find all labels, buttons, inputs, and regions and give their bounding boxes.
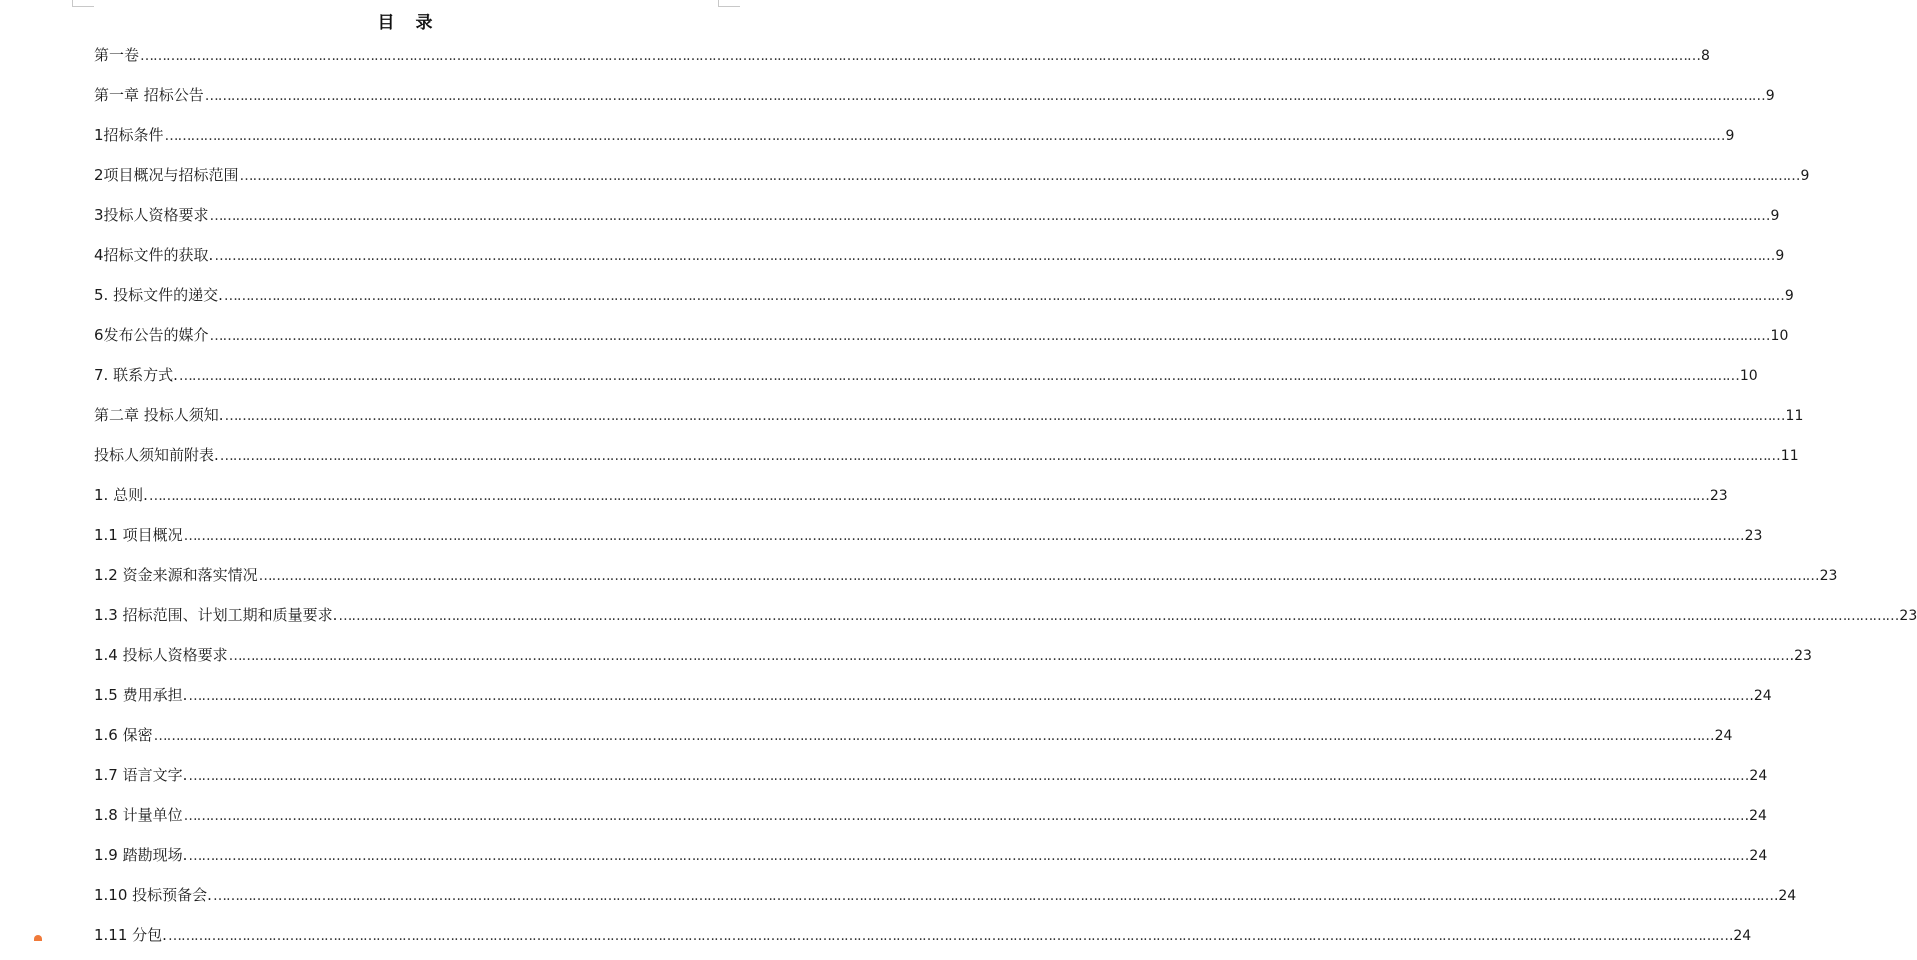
toc-page-number: 24 [1749, 848, 1768, 864]
toc-page-number: 23 [1709, 488, 1728, 504]
toc-entry-text: 1.8 计量单位 [94, 806, 183, 824]
toc-dot-leader: ……………………………………………………………………………………………………………………………………………………………………………………………………………………………………………………………………………………………………………………………… [224, 408, 1785, 424]
toc-page-number: 24 [1749, 768, 1768, 784]
toc-entry[interactable] [94, 160, 1810, 200]
toc-dot-leader: ……………………………………………………………………………………………………………………………………………………………………………………………………………………………………………………………………………………………………………………………… [214, 248, 1775, 264]
toc-entry[interactable] [94, 760, 1768, 800]
toc-entry-text: 第一卷 [94, 46, 140, 64]
toc-page-number: 11 [1785, 408, 1804, 424]
toc-entry-text: 投标人须知前附表. [94, 446, 219, 464]
document-page [94, 0, 1917, 944]
toc-dot-leader: ……………………………………………………………………………………………………………………………………………………………………………………………………………………………………………………………………………………………………………………………… [209, 208, 1770, 224]
toc-page-number: 10 [1770, 328, 1789, 344]
toc-dot-leader: ……………………………………………………………………………………………………………………………………………………………………………………………………………………………………………………………………………………………………………………………… [258, 568, 1819, 584]
toc-entry[interactable] [94, 120, 1735, 160]
toc-entry[interactable] [94, 880, 1797, 920]
toc-page-number: .24 [1728, 928, 1752, 944]
toc-entry[interactable] [94, 320, 1789, 360]
toc-page-number: 24 [1714, 728, 1733, 744]
toc-dot-leader: ……………………………………………………………………………………………………………………………………………………………………………………………………………………………………………………………………………………………………………………………… [140, 48, 1701, 64]
toc-page-number: .24 [1744, 808, 1767, 824]
toc-title: 目 录 [377, 13, 435, 33]
toc-entry-text: 1.7 语言文字. [94, 766, 188, 784]
toc-page-number: .23 [1789, 648, 1812, 664]
toc-entry[interactable] [94, 440, 1799, 480]
toc-entry[interactable] [94, 840, 1768, 880]
toc-page-number: 9 [1725, 128, 1735, 144]
toc-entry[interactable] [94, 80, 1775, 120]
toc-entry[interactable] [94, 680, 1772, 720]
toc-entry-text: 6发布公告的媒介 [94, 326, 209, 344]
toc-page-number: 23 [1899, 608, 1917, 624]
toc-page-number: .24 [1773, 888, 1797, 904]
toc-dot-leader: ……………………………………………………………………………………………………………………………………………………………………………………………………………………………………………………………………………………………………………………………… [178, 368, 1739, 384]
toc-entry-text: 1.1 项目概况 [94, 526, 183, 544]
toc-dot-leader: ……………………………………………………………………………………………………………………………………………………………………………………………………………………………………………………………………………………………………………………………… [219, 448, 1780, 464]
toc-entry[interactable] [94, 720, 1733, 760]
toc-dot-leader: ……………………………………………………………………………………………………………………………………………………………………………………………………………………………………………………………………………………………………………………………… [223, 288, 1784, 304]
toc-dot-leader: ……………………………………………………………………………………………………………………………………………………………………………………………………………………………………………………………………………………………………………………………… [338, 608, 1899, 624]
toc-dot-leader: ……………………………………………………………………………………………………………………………………………………………………………………………………………………………………………………………………………………………………………………………… [183, 808, 1744, 824]
toc-entry-text: 1.3 招标范围、计划工期和质量要求. [94, 606, 338, 624]
toc-page-number: 23 [1819, 568, 1838, 584]
toc-dot-leader: ……………………………………………………………………………………………………………………………………………………………………………………………………………………………………………………………………………………………………………………………… [209, 328, 1770, 344]
toc-dot-leader: ……………………………………………………………………………………………………………………………………………………………………………………………………………………………………………………………………………………………………………………………… [228, 648, 1789, 664]
toc-entry[interactable] [94, 520, 1763, 560]
toc-dot-leader: ……………………………………………………………………………………………………………………………………………………………………………………………………………………………………………………………………………………………………………………………… [148, 488, 1709, 504]
toc-page-number: 23 [1744, 528, 1763, 544]
toc-page-number: 11 [1780, 448, 1799, 464]
toc-page-number: 10 [1739, 368, 1758, 384]
toc-dot-leader: ……………………………………………………………………………………………………………………………………………………………………………………………………………………………………………………………………………………………………………………………… [183, 528, 1744, 544]
toc-list [94, 40, 1917, 960]
toc-page-number: .24 [1749, 688, 1772, 704]
toc-dot-leader: ……………………………………………………………………………………………………………………………………………………………………………………………………………………………………………………………………………………………………………………………… [167, 928, 1728, 944]
toc-dot-leader: ……………………………………………………………………………………………………………………………………………………………………………………………………………………………………………………………………………………………………………………………… [212, 888, 1773, 904]
toc-dot-leader: ……………………………………………………………………………………………………………………………………………………………………………………………………………………………………………………………………………………………………………………………… [153, 728, 1714, 744]
toc-page-number: 9 [1770, 208, 1780, 224]
toc-entry-text: 2项目概况与招标范围 [94, 166, 239, 184]
toc-entry[interactable] [94, 480, 1728, 520]
toc-entry-text: 4招标文件的获取. [94, 246, 214, 264]
toc-dot-leader: ……………………………………………………………………………………………………………………………………………………………………………………………………………………………………………………………………………………………………………………………… [188, 688, 1749, 704]
toc-entry[interactable] [94, 280, 1794, 320]
toc-entry-text: 1.11 分包. [94, 926, 167, 944]
toc-dot-leader: ……………………………………………………………………………………………………………………………………………………………………………………………………………………………………………………………………………………………………………………………… [239, 168, 1800, 184]
toc-entry-text: 5. 投标文件的递交. [94, 286, 223, 304]
toc-entry[interactable] [94, 200, 1780, 240]
toc-entry-text: 第一章 招标公告 [94, 86, 204, 104]
toc-entry-text: 1. 总则. [94, 486, 148, 504]
toc-entry-text: 1.2 资金来源和落实情况 [94, 566, 258, 584]
toc-dot-leader: ……………………………………………………………………………………………………………………………………………………………………………………………………………………………………………………………………………………………………………………………… [188, 768, 1749, 784]
toc-entry[interactable] [94, 560, 1838, 600]
toc-page-number: 8 [1701, 48, 1710, 64]
crop-mark-top-right-horizontal [718, 6, 740, 7]
toc-dot-leader: ……………………………………………………………………………………………………………………………………………………………………………………………………………………………………………………………………………………………………………………………… [204, 88, 1765, 104]
cursor-indicator [34, 935, 42, 941]
toc-page-number: 9 [1800, 168, 1810, 184]
toc-page-number: 9 [1765, 88, 1775, 104]
toc-entry-text: 7. 联系方式. [94, 366, 178, 384]
toc-entry-text: 3投标人资格要求 [94, 206, 209, 224]
toc-dot-leader: ……………………………………………………………………………………………………………………………………………………………………………………………………………………………………………………………………………………………………………………………… [188, 848, 1749, 864]
toc-entry-text: 1招标条件 [94, 126, 164, 144]
toc-entry[interactable] [94, 600, 1917, 640]
toc-entry-text: 第二章 投标人须知. [94, 406, 224, 424]
toc-entry-text: 1.5 费用承担. [94, 686, 188, 704]
toc-entry-text: 1.9 踏勘现场. [94, 846, 188, 864]
toc-entry[interactable] [94, 640, 1812, 680]
toc-entry[interactable] [94, 400, 1804, 440]
toc-entry[interactable] [94, 240, 1785, 280]
toc-entry[interactable] [94, 360, 1758, 400]
toc-entry-text: 1.4 投标人资格要求 [94, 646, 228, 664]
toc-dot-leader: ……………………………………………………………………………………………………………………………………………………………………………………………………………………………………………………………………………………………………………………………… [164, 128, 1725, 144]
crop-mark-top-left-horizontal [72, 6, 94, 7]
toc-entry[interactable] [94, 920, 1752, 960]
toc-entry[interactable] [94, 800, 1767, 840]
toc-page-number: 9 [1775, 248, 1785, 264]
toc-entry-text: 1.6 保密 [94, 726, 153, 744]
toc-entry[interactable] [94, 40, 1710, 80]
toc-entry-text: 1.10 投标预备会. [94, 886, 212, 904]
toc-page-number: 9 [1784, 288, 1794, 304]
